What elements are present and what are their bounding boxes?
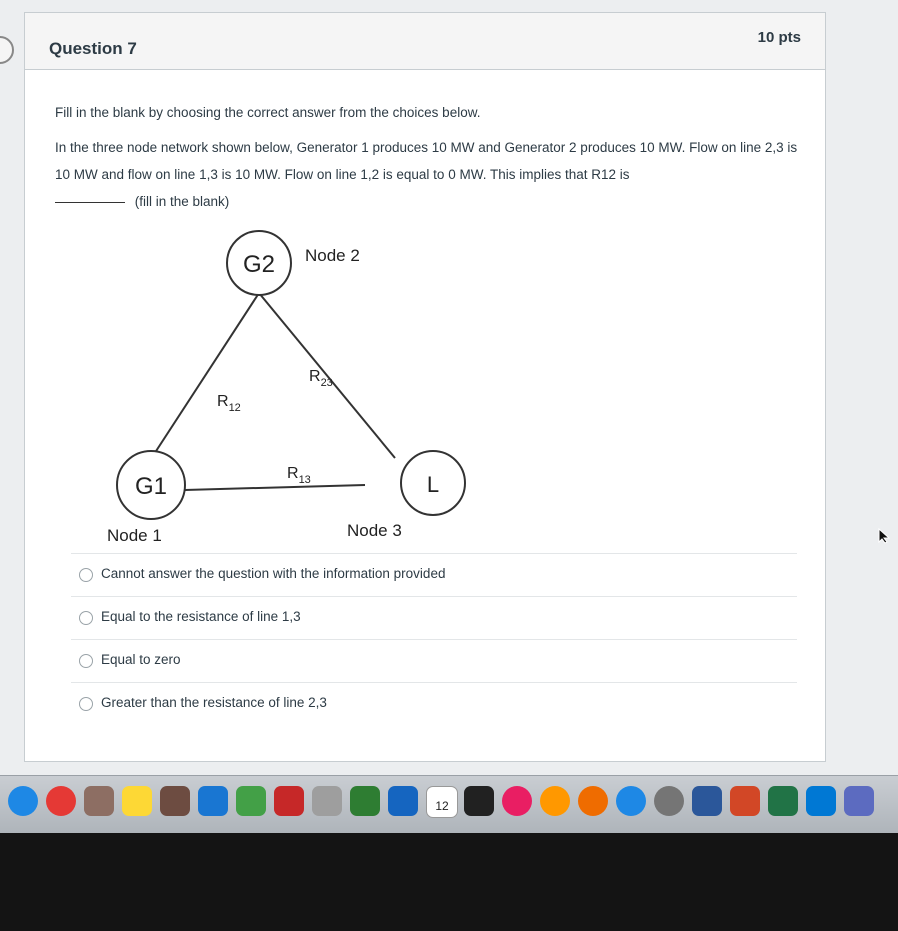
radio-button[interactable] — [79, 611, 93, 625]
facetime-icon[interactable] — [236, 786, 266, 816]
messages-icon[interactable] — [198, 786, 228, 816]
chrome-icon[interactable] — [46, 786, 76, 816]
dock — [0, 775, 898, 834]
answer-option[interactable] — [71, 639, 797, 682]
answer-label: Cannot answer the question with the information provided — [101, 566, 446, 581]
radio-button[interactable] — [79, 568, 93, 582]
photo-booth-icon[interactable] — [274, 786, 304, 816]
calendar-icon[interactable] — [426, 786, 458, 818]
word-icon[interactable] — [692, 786, 722, 816]
question-body — [55, 99, 800, 215]
prompt-hint: (fill in the blank) — [134, 194, 230, 209]
radio-button[interactable] — [79, 697, 93, 711]
network-diagram — [85, 213, 505, 553]
photos-icon[interactable] — [160, 786, 190, 816]
points-label: 10 pts — [757, 29, 801, 46]
r13-label: $R_{13}$ — [287, 465, 311, 486]
question-flag-icon[interactable] — [0, 36, 14, 64]
instruction-text: Fill in the blank by choosing the correct answer from the choices below. — [55, 105, 481, 120]
textedit-icon[interactable] — [312, 786, 342, 816]
prompt-text: In the three node network shown below, Generator 1 produces 10 MW and Generator 2 produces 10 MW. Flow on line 2,3 is 10 MW and flow on line 1,3 is 10 MW. Flow on line 1,2 is equal to 0 MW. This implies that R12 is — [55, 140, 798, 182]
answer-label: Equal to zero — [101, 652, 181, 667]
line-1-3 — [185, 485, 365, 490]
node3-label: Node 3 — [347, 521, 402, 540]
outlook-icon[interactable] — [806, 786, 836, 816]
question-card — [24, 12, 826, 762]
answer-label: Equal to the resistance of line 1,3 — [101, 609, 301, 624]
tidal-icon[interactable] — [464, 786, 494, 816]
line-2-3 — [259, 293, 395, 458]
g2-label: G2 — [242, 251, 276, 278]
monitor-bezel — [0, 833, 898, 931]
answer-option[interactable] — [71, 682, 797, 725]
powerpoint-icon[interactable] — [730, 786, 760, 816]
mouse-pointer-icon — [878, 528, 892, 544]
radio-button[interactable] — [79, 654, 93, 668]
safari-icon[interactable] — [8, 786, 38, 816]
answer-label: Greater than the resistance of line 2,3 — [101, 695, 327, 710]
r23-label: $R_{23}$ — [309, 368, 333, 389]
preview-icon[interactable] — [84, 786, 114, 816]
calendar-day: 12 — [435, 799, 449, 813]
answer-option[interactable] — [71, 596, 797, 639]
photos-app-icon[interactable] — [540, 786, 570, 816]
question-title: Question 7 — [49, 39, 137, 58]
numbers-icon[interactable] — [350, 786, 380, 816]
question-prompt — [55, 134, 800, 215]
answer-list — [25, 553, 825, 725]
fill-blank-line — [55, 202, 125, 203]
mail-icon[interactable] — [844, 786, 874, 816]
node1-label: Node 1 — [107, 526, 162, 545]
excel-icon[interactable] — [768, 786, 798, 816]
notes-icon[interactable] — [122, 786, 152, 816]
itunes-icon[interactable] — [502, 786, 532, 816]
app-store-icon[interactable] — [616, 786, 646, 816]
load-label: L — [426, 472, 440, 497]
ibooks-icon[interactable] — [578, 786, 608, 816]
system-preferences-icon[interactable] — [654, 786, 684, 816]
line-1-2 — [145, 293, 259, 468]
g1-label: G1 — [134, 473, 168, 500]
answer-option[interactable] — [71, 553, 797, 596]
keynote-icon[interactable] — [388, 786, 418, 816]
r12-label: $R_{12}$ — [217, 393, 241, 414]
question-header — [25, 13, 825, 70]
node2-label: Node 2 — [305, 246, 360, 265]
